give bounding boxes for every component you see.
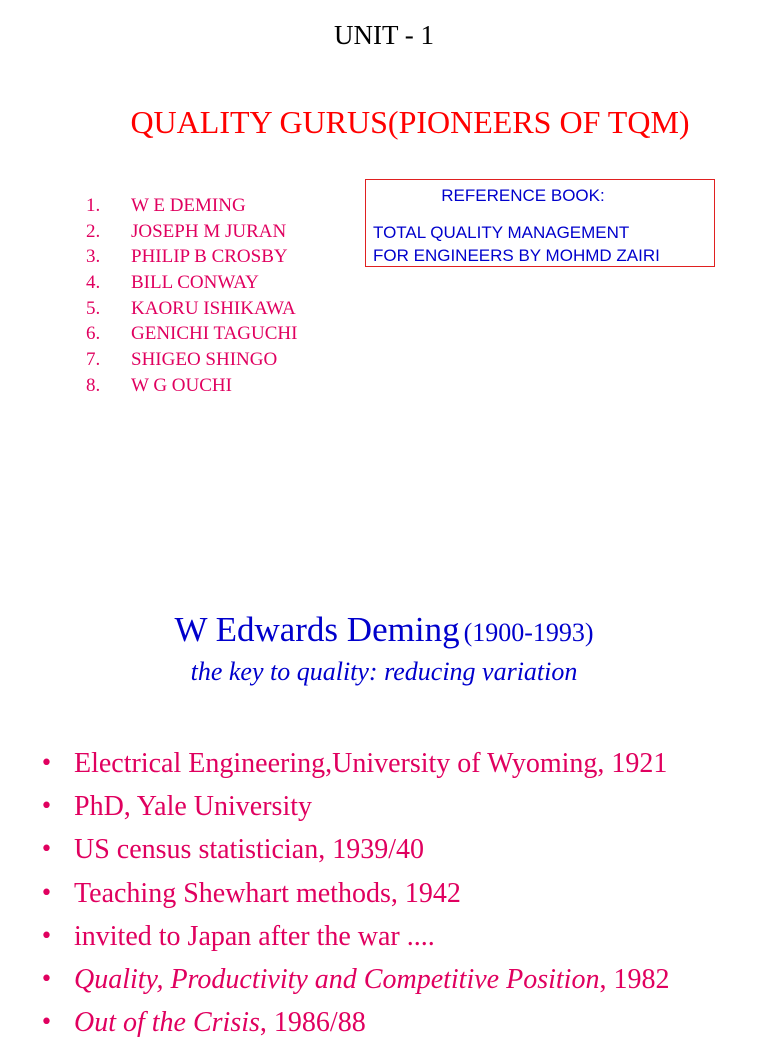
list-item — [86, 373, 297, 399]
fact-text: , 1982 — [599, 963, 670, 995]
list-item — [40, 874, 669, 917]
reference-line: FOR ENGINEERS BY MOHMD ZAIRI — [373, 246, 660, 265]
list-item — [40, 1003, 669, 1046]
bullet-icon: • — [40, 966, 53, 992]
reference-box — [365, 179, 715, 267]
list-item — [86, 270, 297, 296]
guru-name: JOSEPH M JURAN — [131, 220, 287, 242]
list-number: 5. — [86, 297, 101, 319]
fact-text: US census statistician, 1939/40 — [74, 834, 424, 866]
list-item — [86, 347, 297, 373]
fact-text: Teaching Shewhart methods, 1942 — [74, 877, 461, 909]
list-number: 1. — [86, 195, 101, 216]
deming-facts-list — [40, 744, 669, 1046]
list-item — [86, 193, 297, 219]
fact-text: invited to Japan after the war .... — [74, 920, 435, 952]
list-number: 7. — [86, 349, 101, 371]
list-number: 8. — [86, 374, 101, 396]
bullet-icon: • — [40, 837, 53, 863]
bullet-icon: • — [40, 794, 53, 820]
fact-text: PhD, Yale University — [74, 791, 313, 823]
list-item — [40, 960, 669, 1003]
bullet-icon: • — [40, 923, 53, 949]
list-item — [86, 296, 297, 322]
deming-tagline: the key to quality: reducing variation — [190, 657, 578, 686]
gurus-title: QUALITY GURUS(PIONEERS OF TQM) — [130, 104, 690, 140]
list-number: 2. — [86, 220, 101, 242]
deming-heading — [0, 610, 768, 650]
guru-name: W E DEMING — [131, 195, 246, 216]
reference-text — [373, 221, 660, 267]
guru-name: W G OUCHI — [131, 374, 232, 396]
fact-text: Electrical Engineering,University of Wyoming, 1921 — [74, 748, 668, 779]
reference-line: TOTAL QUALITY MANAGEMENT — [373, 223, 630, 242]
list-number: 6. — [86, 323, 101, 345]
bullet-icon: • — [40, 1010, 53, 1036]
guru-name: BILL CONWAY — [131, 272, 259, 294]
list-item — [40, 744, 669, 787]
list-number: 4. — [86, 272, 101, 294]
book-title: Quality, Productivity and Competitive Position — [74, 963, 600, 995]
deming-years: (1900-1993) — [463, 618, 594, 647]
guru-name: PHILIP B CROSBY — [131, 246, 288, 268]
guru-name: GENICHI TAGUCHI — [131, 323, 298, 345]
list-item — [40, 917, 669, 960]
guru-name: KAORU ISHIKAWA — [131, 297, 296, 319]
fact-text: , 1986/88 — [259, 1007, 366, 1039]
guru-name: SHIGEO SHINGO — [131, 349, 278, 371]
list-item — [86, 219, 297, 245]
reference-heading: REFERENCE BOOK: — [441, 186, 605, 205]
list-item — [40, 830, 669, 873]
deming-name: W Edwards Deming — [174, 610, 460, 649]
unit-heading: UNIT - 1 — [334, 20, 434, 50]
bullet-icon: • — [40, 751, 53, 776]
list-item — [86, 244, 297, 270]
bullet-icon: • — [40, 880, 53, 906]
book-title: Out of the Crisis — [74, 1007, 260, 1039]
list-number: 3. — [86, 246, 101, 268]
gurus-list — [86, 193, 297, 399]
list-item — [86, 321, 297, 347]
list-item — [40, 787, 669, 830]
